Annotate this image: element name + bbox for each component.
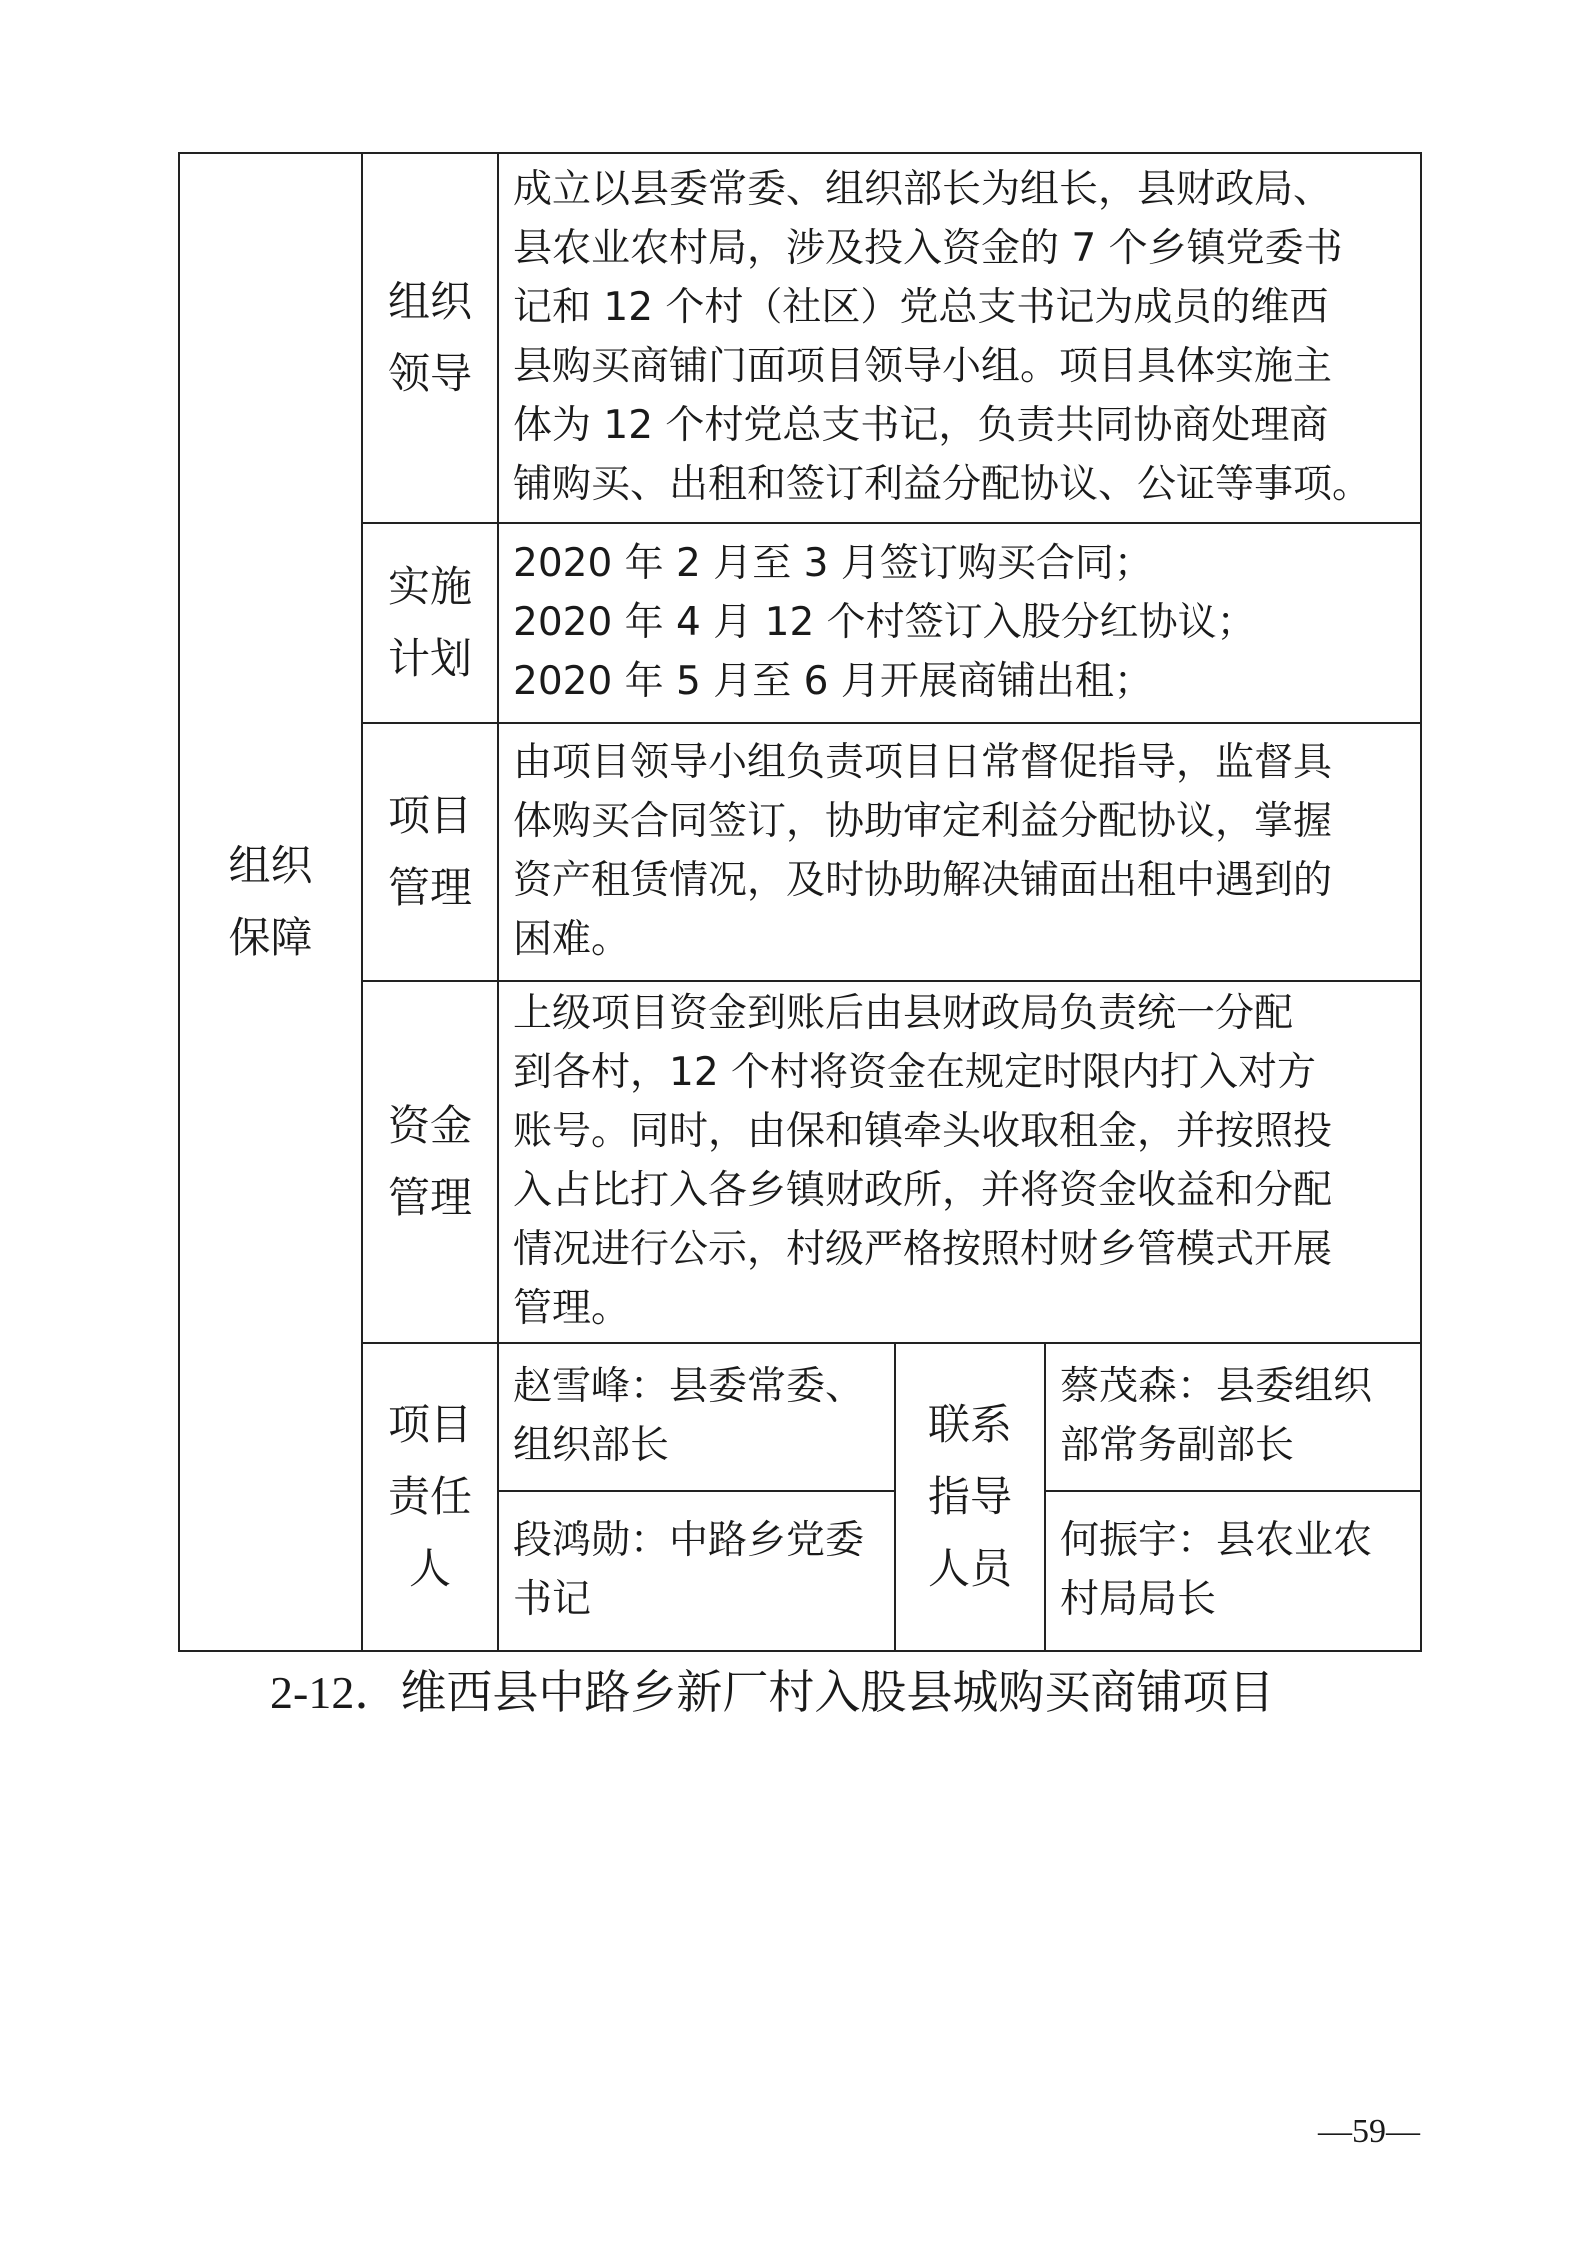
content-line: 2020 年 5 月至 6 月开展商铺出租； bbox=[513, 658, 1153, 704]
row-content-cell bbox=[498, 523, 1421, 723]
content-line: 困难。 bbox=[513, 917, 631, 962]
table-row bbox=[179, 153, 1421, 523]
responsible-label-cell bbox=[362, 1343, 498, 1651]
content-line: 管理。 bbox=[513, 1286, 631, 1331]
content-line: 2020 年 2 月至 3 月签订购买合同； bbox=[513, 540, 1153, 586]
person-line: 段鸿勋：中路乡党委 bbox=[513, 1518, 865, 1563]
person-line: 蔡茂森：县委组织 bbox=[1060, 1364, 1373, 1409]
row-label-cell bbox=[362, 723, 498, 981]
content-line: 铺购买、出租和签订利益分配协议、公证等事项。 bbox=[513, 462, 1372, 507]
content-line: 成立以县委常委、组织部长为组长，县财政局、 bbox=[513, 167, 1333, 212]
row-label-line: 管理 bbox=[387, 1173, 472, 1222]
section-heading bbox=[270, 1660, 1370, 1725]
row-label-line: 资金 bbox=[387, 1101, 472, 1150]
row-label-line: 实施 bbox=[387, 562, 472, 611]
content-line: 情况进行公示，村级严格按照村财乡管模式开展 bbox=[513, 1227, 1333, 1272]
responsible-label-line: 人 bbox=[408, 1544, 451, 1593]
content-line: 记和 12 个村（社区）党总支书记为成员的维西 bbox=[513, 285, 1329, 330]
contact-label-line: 人员 bbox=[927, 1544, 1012, 1593]
table-row bbox=[179, 523, 1421, 723]
table-row bbox=[179, 981, 1421, 1343]
row-label-line: 项目 bbox=[387, 791, 472, 840]
person-line: 书记 bbox=[513, 1577, 592, 1622]
page-number: —59— bbox=[1318, 2113, 1420, 2150]
row-label-cell bbox=[362, 523, 498, 723]
section-title: 维西县中路乡新厂村入股县城购买商铺项目 bbox=[400, 1665, 1275, 1719]
person-line: 赵雪峰：县委常委、 bbox=[513, 1364, 865, 1409]
content-line: 县农业农村局，涉及投入资金的 7 个乡镇党委书 bbox=[513, 226, 1343, 271]
project-plan-table bbox=[178, 152, 1422, 1652]
row-label-line: 领导 bbox=[387, 349, 472, 398]
responsible-person-cell bbox=[498, 1491, 895, 1651]
person-line: 组织部长 bbox=[513, 1423, 670, 1468]
responsible-person-cell bbox=[498, 1343, 895, 1491]
content-line: 账号。同时，由保和镇牵头收取租金，并按照投 bbox=[513, 1109, 1333, 1154]
row-content-cell bbox=[498, 153, 1421, 523]
content-line: 体为 12 个村党总支书记，负责共同协商处理商 bbox=[513, 403, 1329, 448]
row-label-cell bbox=[362, 153, 498, 523]
table-row bbox=[179, 1343, 1421, 1491]
group-label-cell bbox=[179, 153, 362, 1651]
responsible-label-line: 责任 bbox=[387, 1472, 472, 1521]
content-line: 县购买商铺门面项目领导小组。项目具体实施主 bbox=[513, 344, 1333, 389]
content-line: 体购买合同签订，协助审定利益分配协议，掌握 bbox=[513, 799, 1333, 844]
person-line: 村局局长 bbox=[1060, 1577, 1217, 1622]
content-line: 入占比打入各乡镇财政所，并将资金收益和分配 bbox=[513, 1168, 1333, 1213]
group-label-line: 组织 bbox=[228, 841, 313, 890]
person-line: 何振宇：县农业农 bbox=[1060, 1518, 1373, 1563]
row-label-cell bbox=[362, 981, 498, 1343]
content-line: 资产租赁情况，及时协助解决铺面出租中遇到的 bbox=[513, 858, 1333, 903]
contact-person-cell bbox=[1045, 1343, 1421, 1491]
responsible-label-line: 项目 bbox=[387, 1400, 472, 1449]
row-content-cell bbox=[498, 981, 1421, 1343]
section-number: 2-12． bbox=[270, 1667, 401, 1718]
row-label-line: 管理 bbox=[387, 863, 472, 912]
content-line: 到各村，12 个村将资金在规定时限内打入对方 bbox=[513, 1050, 1317, 1095]
contact-label-line: 联系 bbox=[927, 1400, 1012, 1449]
content-line: 2020 年 4 月 12 个村签订入股分红协议； bbox=[513, 599, 1256, 645]
contact-label-line: 指导 bbox=[927, 1472, 1012, 1521]
table-row bbox=[179, 723, 1421, 981]
row-label-line: 组织 bbox=[387, 277, 472, 326]
group-label-line: 保障 bbox=[228, 913, 313, 962]
contact-person-cell bbox=[1045, 1491, 1421, 1651]
content-line: 上级项目资金到账后由县财政局负责统一分配 bbox=[513, 991, 1294, 1036]
row-label-line: 计划 bbox=[387, 634, 472, 683]
contact-label-cell bbox=[895, 1343, 1045, 1651]
content-line: 由项目领导小组负责项目日常督促指导，监督具 bbox=[513, 740, 1333, 785]
person-line: 部常务副部长 bbox=[1060, 1423, 1295, 1468]
row-content-cell bbox=[498, 723, 1421, 981]
